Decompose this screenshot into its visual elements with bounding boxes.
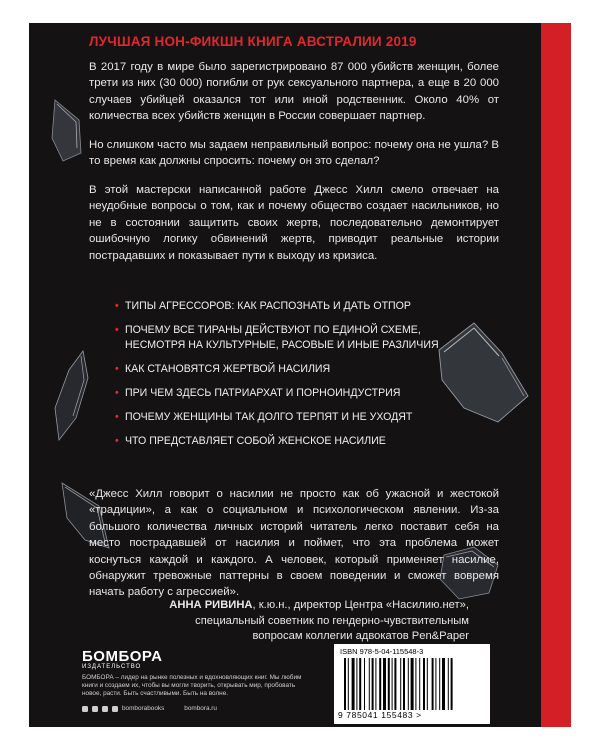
bullet-marker: • [115, 387, 119, 399]
endorsement-quote: «Джесс Хилл говорит о насилии не просто как об ужасной и жестокой «традиции», а как о социальном и психологическом явлении. Из-за большого количества личных историй читатель легко поставит себя на место пострадавшей от насилия и поймет, что эта проблема может коснуться каждой и каждого. А человек, который применяет насилие, обнаружит тревожные паттерны в своем поведении и сможет вовремя начать работу с агрессией». [89, 488, 499, 599]
list-item [115, 386, 455, 401]
youtube-icon [102, 706, 108, 712]
publisher-social [82, 705, 217, 712]
cover-heading: ЛУЧШАЯ НОН-ФИКШН КНИГА АВСТРАЛИИ 2019 [89, 34, 417, 49]
list-item [115, 410, 455, 425]
list-item-text: ПОЧЕМУ ЖЕНЩИНЫ ТАК ДОЛГО ТЕРПЯТ И НЕ УХОДЯТ [125, 411, 413, 423]
intro-paragraph-statistics: В 2017 году в мире было зарегистрировано 87 000 убийств женщин, более трети из них (30 000) погибли от рук сексуального партнера, а еще в 20 000 случаев убийцей оказался тот или иной родственник. Около 40% от количества всех убийств женщин в России совершает партнер. [89, 61, 499, 123]
vk-icon [82, 706, 88, 712]
endorser-name: АННА РИВИНА [169, 599, 253, 611]
intro-paragraph-question: Но слишком часто мы задаем неправильный вопрос: почему она не ушла? В то время как должны спросить: почему он это сделал? [89, 139, 499, 168]
list-item [115, 362, 455, 377]
barcode-panel [334, 644, 490, 724]
endorsement-attribution [169, 598, 469, 645]
endorser-credentials: , к.ю.н., директор Центра «Насилию.нет», [252, 599, 469, 611]
list-item [115, 434, 455, 449]
red-spine-strip [541, 23, 571, 727]
publisher-logo-subtitle: ИЗДАТЕЛЬСТВО [82, 664, 142, 670]
bullet-marker: • [115, 300, 119, 312]
publisher-logo: БОМБОРА [82, 648, 163, 665]
bullet-marker: • [115, 324, 119, 336]
barcode-icon [344, 658, 480, 710]
list-item-text: ЧТО ПРЕДСТАВЛЯЕТ СОБОЙ ЖЕНСКОЕ НАСИЛИЕ [125, 435, 386, 447]
endorser-role-line: специальный советник по гендерно-чувствительным [195, 614, 469, 627]
telegram-icon [92, 706, 98, 712]
topics-list [115, 299, 455, 458]
list-item-text: ПОЧЕМУ ВСЕ ТИРАНЫ ДЕЙСТВУЮТ ПО ЕДИНОЙ СХЕМЕ, НЕСМОТРЯ НА КУЛЬТУРНЫЕ, РАСОВЫЕ И ИНЫЕ РАЗЛИЧИЯ [125, 324, 439, 351]
intro-paragraph-summary: В этой мастерски написанной работе Джесс Хилл смело отвечает на неудобные вопросы о том, как и почему общество создает насильников, но не в состоянии защитить своих жертв, последовательно демонтирует ошибочную логику обвинений жертв, приводит реальные истории пострадавших и показывает пути к выходу из кризиса. [89, 184, 499, 262]
publisher-website[interactable]: bombora.ru [184, 705, 217, 712]
list-item-text: КАК СТАНОВЯТСЯ ЖЕРТВОЙ НАСИЛИЯ [125, 363, 331, 375]
dzen-icon [112, 706, 118, 712]
social-handle: bomborabooks [122, 705, 165, 712]
endorser-org-line: вопросам коллегии адвокатов Pen&Paper [252, 630, 469, 642]
list-item [115, 323, 455, 353]
barcode-number: 9 785041 155483 > [338, 710, 422, 720]
list-item [115, 299, 455, 314]
bullet-marker: • [115, 435, 119, 447]
glass-shard-left-top [49, 98, 85, 163]
list-item-text: ТИПЫ АГРЕССОРОВ: КАК РАСПОЗНАТЬ И ДАТЬ ОТПОР [125, 300, 411, 312]
book-back-cover [29, 23, 571, 727]
publisher-description: БОМБОРА – лидер на рынке полезных и вдохновляющих книг. Мы любим книги и создаем их, чтобы вы могли творить, открывать мир, пробовать новое, расти. Быть счастливыми. Быть на волне. [82, 674, 302, 698]
isbn-label: ISBN 978-5-04-115548-3 [340, 647, 424, 656]
bullet-marker: • [115, 363, 119, 375]
glass-shard-left-middle [51, 348, 91, 443]
list-item-text: ПРИ ЧЕМ ЗДЕСЬ ПАТРИАРХАТ И ПОРНОИНДУСТРИЯ [125, 387, 401, 399]
bullet-marker: • [115, 411, 119, 423]
